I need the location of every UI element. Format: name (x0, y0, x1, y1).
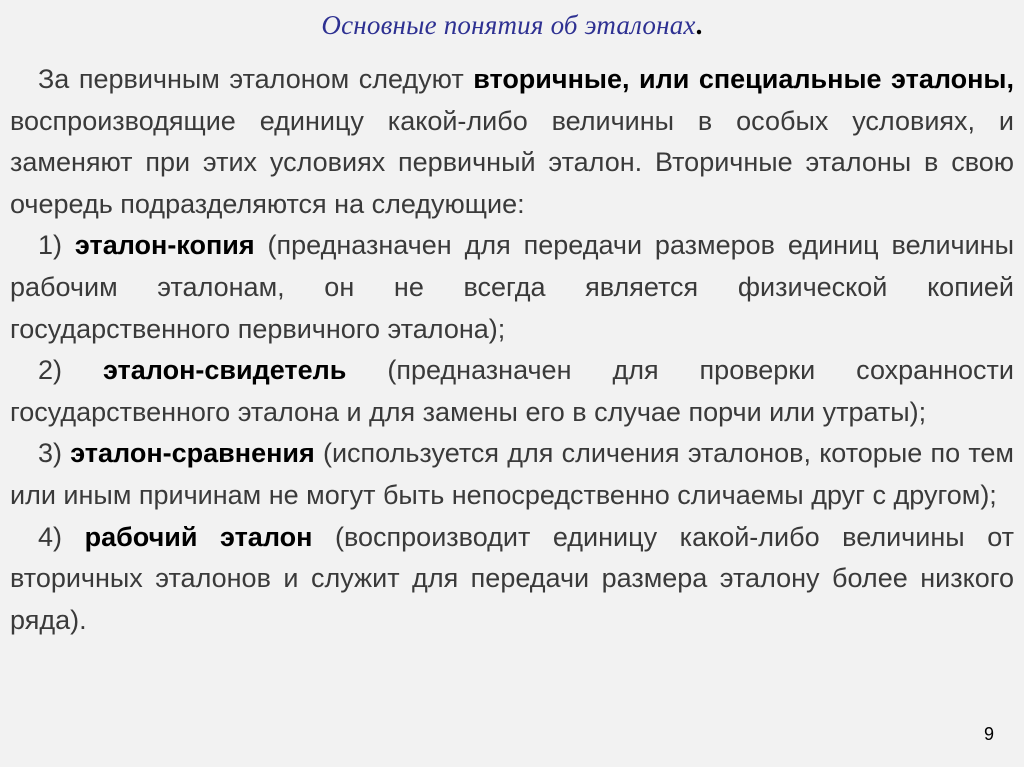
item-description: (предназначен для проверки сохранности государственного эталона и для замены его в случае порчи или утраты); (10, 355, 1014, 427)
slide-title-text: Основные понятия об эталонах (321, 10, 696, 40)
intro-paragraph (10, 59, 1014, 225)
item-number: 2) (38, 355, 103, 386)
list-item-1 (10, 225, 1014, 350)
intro-bold-term: вторичные, или специальные эталоны, (473, 64, 1014, 94)
slide-body (10, 59, 1014, 641)
list-item-3 (10, 433, 1014, 516)
list-item-4 (10, 517, 1014, 642)
item-term: эталон-сравнения (70, 438, 315, 469)
item-number: 1) (38, 230, 75, 261)
slide-title (0, 10, 1024, 41)
item-term: эталон-свидетель (102, 355, 347, 386)
list-item-2 (10, 350, 1014, 433)
intro-text-start: За первичным эталоном следуют (38, 64, 474, 94)
item-term: эталон-копия (74, 230, 255, 261)
item-description: (воспроизводит единицу какой-либо величины от вторичных эталонов и служит для передачи размера эталону более низкого ряда). (10, 521, 1014, 635)
item-description: (используется для сличения эталонов, которые по тем или иным причинам не могут быть непосредственно сличаемы друг с другом); (10, 438, 1014, 510)
item-description: (предназначен для передачи размеров единиц величины рабочим эталонам, он не всегда является физической копией государственного первичного эталона); (10, 230, 1014, 344)
page-number: 9 (983, 724, 994, 744)
intro-text-end: воспроизводящие единицу какой-либо величины в особых условиях, и заменяют при этих условиях первичный эталон. Вторичные эталоны в свою очередь подразделяются на следующие: (10, 105, 1014, 219)
item-term: рабочий эталон (84, 521, 313, 552)
item-number: 4) (38, 521, 85, 552)
slide-title-period: . (695, 10, 703, 40)
item-number: 3) (38, 438, 71, 469)
